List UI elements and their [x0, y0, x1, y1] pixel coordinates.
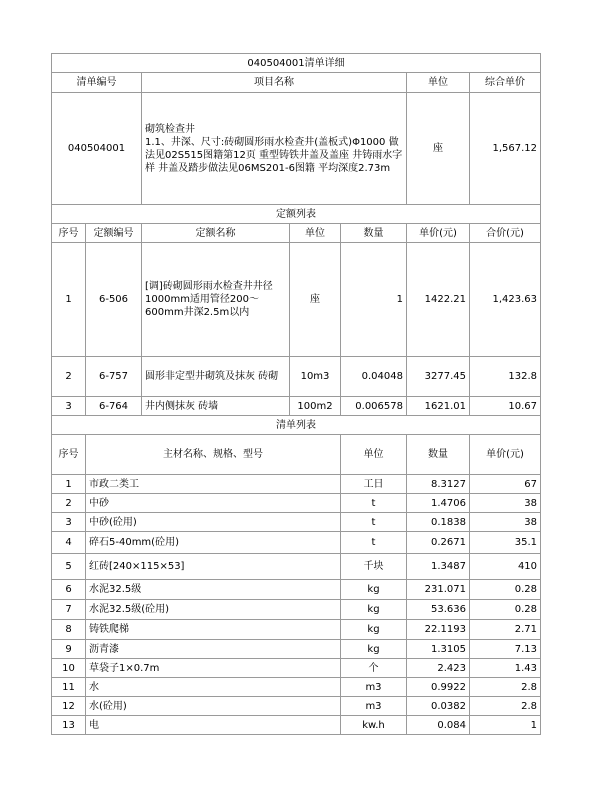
material-row	[52, 716, 541, 735]
material-no: 2	[52, 494, 86, 513]
quota-row	[52, 397, 541, 416]
material-price: 2.8	[470, 678, 541, 697]
quota-row	[52, 243, 541, 357]
material-name: 中砂(砼用)	[86, 513, 341, 532]
quota-price: 3277.45	[407, 357, 470, 397]
quota-qty: 0.04048	[341, 357, 407, 397]
bill-detail-table	[51, 53, 541, 735]
header-name: 项目名称	[142, 73, 407, 93]
material-unit: t	[341, 494, 407, 513]
material-row	[52, 513, 541, 532]
material-row	[52, 697, 541, 716]
material-name: 碎石5-40mm(砼用)	[86, 532, 341, 554]
material-price: 38	[470, 494, 541, 513]
quota-header-row	[52, 224, 541, 243]
material-qty: 1.3487	[407, 554, 470, 580]
material-qty: 0.084	[407, 716, 470, 735]
material-name: 水泥32.5级(砼用)	[86, 600, 341, 620]
quota-col-code: 定额编号	[86, 224, 142, 243]
material-no: 1	[52, 475, 86, 494]
material-unit: kg	[341, 600, 407, 620]
sheet-title: 040504001清单详细	[52, 54, 541, 73]
quota-name: 井内侧抹灰 砖墙	[142, 397, 290, 416]
header-unit: 单位	[407, 73, 470, 93]
material-col-unit: 单位	[341, 435, 407, 475]
material-no: 5	[52, 554, 86, 580]
item-code: 040504001	[52, 93, 142, 205]
material-price: 35.1	[470, 532, 541, 554]
material-no: 8	[52, 620, 86, 640]
quota-code: 6-764	[86, 397, 142, 416]
quota-total: 10.67	[470, 397, 541, 416]
quota-col-price: 单价(元)	[407, 224, 470, 243]
quota-code: 6-757	[86, 357, 142, 397]
quota-price: 1422.21	[407, 243, 470, 357]
material-price: 2.8	[470, 697, 541, 716]
material-qty: 0.1838	[407, 513, 470, 532]
material-name: 电	[86, 716, 341, 735]
material-unit: kg	[341, 640, 407, 659]
material-price: 67	[470, 475, 541, 494]
quota-unit: 100m2	[290, 397, 341, 416]
material-qty: 53.636	[407, 600, 470, 620]
material-unit: kw.h	[341, 716, 407, 735]
material-name: 沥青漆	[86, 640, 341, 659]
material-row	[52, 532, 541, 554]
material-col-name: 主材名称、规格、型号	[86, 435, 341, 475]
material-qty: 1.3105	[407, 640, 470, 659]
material-unit: m3	[341, 697, 407, 716]
item-description: 砌筑检查井 1.1、井深、尺寸:砖砌圆形雨水检查井(盖板式)Φ1000 做法见02S515图籍第12页 重型铸铁井盖及盖座 井铸雨水字样 井盖及踏步做法见06MS201-6图籍 平均深度2.73m	[142, 93, 407, 205]
material-name: 水泥32.5级	[86, 580, 341, 600]
material-name: 水	[86, 678, 341, 697]
material-unit: t	[341, 513, 407, 532]
material-name: 草袋子1×0.7m	[86, 659, 341, 678]
material-name: 铸铁爬梯	[86, 620, 341, 640]
material-price: 1	[470, 716, 541, 735]
quota-unit: 10m3	[290, 357, 341, 397]
quota-col-unit: 单位	[290, 224, 341, 243]
quota-total: 132.8	[470, 357, 541, 397]
material-no: 11	[52, 678, 86, 697]
material-name: 水(砼用)	[86, 697, 341, 716]
material-qty: 0.9922	[407, 678, 470, 697]
quota-no: 1	[52, 243, 86, 357]
material-header-row	[52, 435, 541, 475]
material-qty: 22.1193	[407, 620, 470, 640]
quota-code: 6-506	[86, 243, 142, 357]
material-unit: t	[341, 532, 407, 554]
quota-no: 2	[52, 357, 86, 397]
material-price: 1.43	[470, 659, 541, 678]
material-price: 38	[470, 513, 541, 532]
quota-row	[52, 357, 541, 397]
material-row	[52, 475, 541, 494]
material-row	[52, 580, 541, 600]
material-row	[52, 678, 541, 697]
quota-col-no: 序号	[52, 224, 86, 243]
quota-total: 1,423.63	[470, 243, 541, 357]
quota-section-title: 定额列表	[52, 205, 541, 224]
material-row	[52, 659, 541, 678]
material-row	[52, 620, 541, 640]
quota-col-total: 合价(元)	[470, 224, 541, 243]
material-no: 3	[52, 513, 86, 532]
material-no: 4	[52, 532, 86, 554]
material-col-no: 序号	[52, 435, 86, 475]
header-price: 综合单价	[470, 73, 541, 93]
material-price: 0.28	[470, 600, 541, 620]
quota-col-name: 定额名称	[142, 224, 290, 243]
quota-unit: 座	[290, 243, 341, 357]
material-unit: 千块	[341, 554, 407, 580]
quota-no: 3	[52, 397, 86, 416]
material-qty: 0.0382	[407, 697, 470, 716]
material-price: 410	[470, 554, 541, 580]
material-qty: 231.071	[407, 580, 470, 600]
material-qty: 0.2671	[407, 532, 470, 554]
material-price: 0.28	[470, 580, 541, 600]
material-col-qty: 数量	[407, 435, 470, 475]
material-col-price: 单价(元)	[470, 435, 541, 475]
material-unit: 工日	[341, 475, 407, 494]
material-section-title: 清单列表	[52, 416, 541, 435]
quota-name: [调]砖砌圆形雨水检查井井径1000mm适用管径200～600mm井深2.5m以内	[142, 243, 290, 357]
item-unit: 座	[407, 93, 470, 205]
material-name: 市政二类工	[86, 475, 341, 494]
material-row	[52, 600, 541, 620]
header-code: 清单编号	[52, 73, 142, 93]
material-no: 12	[52, 697, 86, 716]
quota-qty: 1	[341, 243, 407, 357]
item-price: 1,567.12	[470, 93, 541, 205]
material-price: 7.13	[470, 640, 541, 659]
material-no: 10	[52, 659, 86, 678]
material-name: 中砂	[86, 494, 341, 513]
material-unit: kg	[341, 620, 407, 640]
quota-price: 1621.01	[407, 397, 470, 416]
material-rows	[52, 475, 541, 735]
material-qty: 1.4706	[407, 494, 470, 513]
material-unit: 个	[341, 659, 407, 678]
material-name: 红砖[240×115×53]	[86, 554, 341, 580]
quota-name: 圆形非定型井砌筑及抹灰 砖砌	[142, 357, 290, 397]
material-unit: kg	[341, 580, 407, 600]
material-no: 6	[52, 580, 86, 600]
material-qty: 8.3127	[407, 475, 470, 494]
material-qty: 2.423	[407, 659, 470, 678]
material-price: 2.71	[470, 620, 541, 640]
material-row	[52, 554, 541, 580]
material-no: 7	[52, 600, 86, 620]
material-unit: m3	[341, 678, 407, 697]
material-row	[52, 494, 541, 513]
material-no: 13	[52, 716, 86, 735]
material-row	[52, 640, 541, 659]
quota-qty: 0.006578	[341, 397, 407, 416]
quota-col-qty: 数量	[341, 224, 407, 243]
material-no: 9	[52, 640, 86, 659]
